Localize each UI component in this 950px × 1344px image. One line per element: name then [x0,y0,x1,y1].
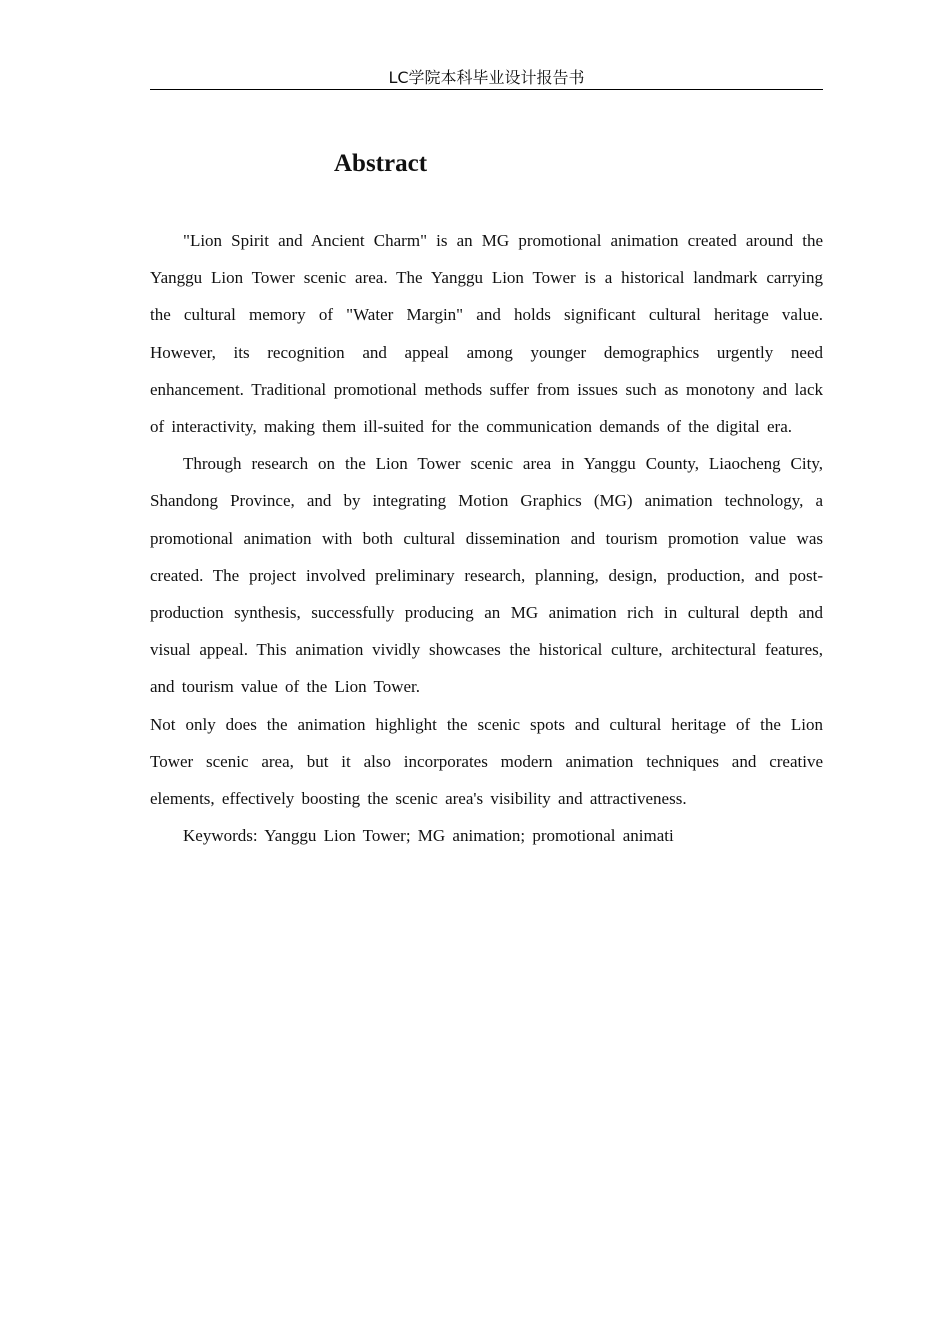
abstract-paragraph-2: Through research on the Lion Tower scenic area in Yanggu County, Liaocheng City, Shandong Province, and by integrating Motion Graphics (MG) animation technology, a promotional animation with both cultural dissemination and tourism promotion value was created. The project involved preliminary research, planning, design, production, and post-production synthesis, successfully producing an MG animation rich in cultural depth and visual appeal. This animation vividly showcases the historical culture, architectural features, and tourism value of the Lion Tower. [150,454,823,697]
abstract-title: Abstract [334,150,428,177]
abstract-paragraph-1: "Lion Spirit and Ancient Charm" is an MG promotional animation created around the Yanggu Lion Tower scenic area. The Yanggu Lion Tower is a historical landmark carrying the cultural memory of "Water Margin" and holds significant cultural heritage value. However, its recognition and appeal among younger demographics urgently need enhancement. Traditional promotional methods suffer from issues such as monotony and lack of interactivity, making them ill-suited for the communication demands of the digital era. [150,231,823,437]
keywords-line: Keywords: Yanggu Lion Tower; MG animation; promotional animati [183,826,674,846]
abstract-paragraph-3: Not only does the animation highlight the scenic spots and cultural heritage of the Lion Tower scenic area, but it also incorporates modern animation techniques and creative elements, effectively boosting the scenic area's visibility and attractiveness. [150,714,823,809]
running-header: LC学院本科毕业设计报告书 [150,67,823,90]
abstract-body [150,222,823,854]
